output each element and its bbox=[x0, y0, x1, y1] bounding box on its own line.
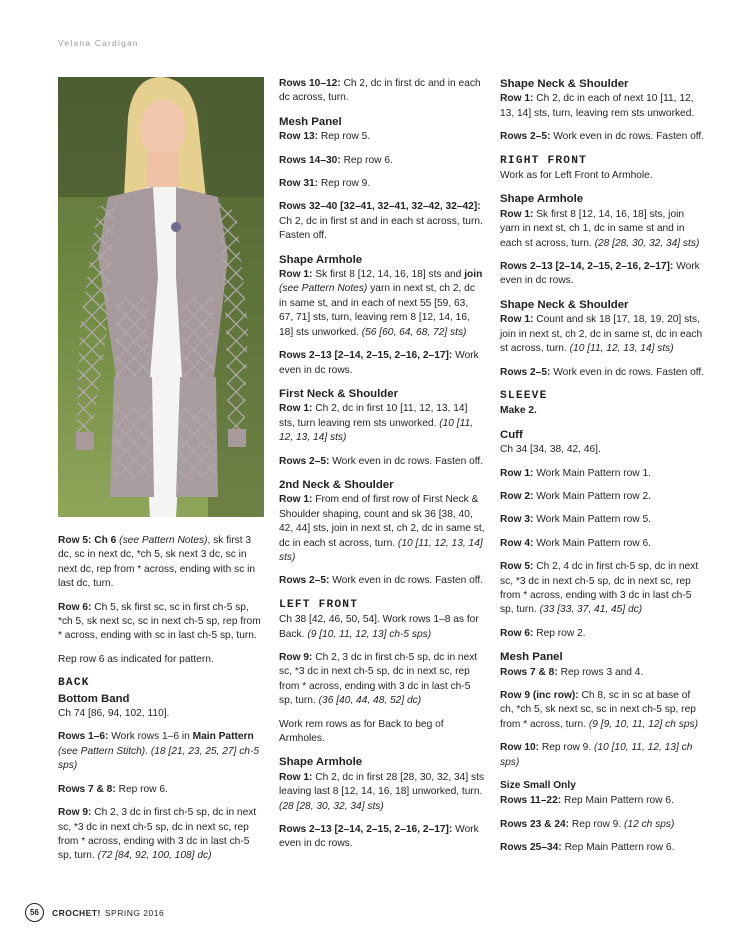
heading-bottom-band: Bottom Band bbox=[58, 692, 130, 705]
make-2-text: Make 2. bbox=[500, 405, 537, 417]
section-back: BACK bbox=[58, 677, 90, 690]
heading-second-neck-shoulder: 2nd Neck & Shoulder bbox=[279, 478, 394, 491]
armhole2-rows-2-13-instruction: Rows 2–13 [2–14, 2–15, 2–16, 2–17]: Work even in dc rows. bbox=[279, 824, 479, 850]
sleeve-row-9: Row 9 (inc row): Ch 8, sc in sc at base of ch, *ch 5, sk next sc, sc in next ch-5 sp, rep from * across, turn. (9 [9, 10, 11, 12] ch sps) bbox=[500, 690, 699, 730]
row-13-instruction: Row 13: Rep row 5. bbox=[279, 131, 371, 143]
cardigan-model-photo bbox=[58, 77, 264, 517]
armhole2-row-1-instruction: Row 1: Ch 2, dc in first 28 [28, 30, 32, 34] sts leaving last 8 [12, 14, 16, 18] unworked, turn. (28 [28, 30, 32, 34] sts) bbox=[279, 771, 485, 812]
section-sleeve: SLEEVE bbox=[500, 389, 548, 402]
cuff-row-4: Row 4: Work Main Pattern row 6. bbox=[500, 537, 651, 549]
first-neck-rows-2-5-instruction: Rows 2–5: Work even in dc rows. Fasten off. bbox=[279, 455, 484, 467]
armhole-row-1-instruction: Row 1: Sk first 8 [12, 14, 16, 18] sts and join (see Pattern Notes) yarn in next st, ch 2, dc in same st, and in each of next 55 [59, 63, 67, 71] sts, turn, leaving rem 8 [12, 14, 16, 18] sts unworked. (56 [60, 64, 68, 72] sts) bbox=[279, 269, 483, 338]
page-number: 56 bbox=[25, 903, 44, 922]
page-footer bbox=[25, 903, 164, 922]
cuff-text: Ch 34 [34, 38, 42, 46]. bbox=[500, 444, 601, 456]
size-small-rows-23-24: Rows 23 & 24: Rep row 9. (12 ch sps) bbox=[500, 818, 675, 830]
rows-10-12-instruction: Rows 10–12: Ch 2, dc in first dc and in each dc across, turn. bbox=[279, 78, 481, 104]
cuff-row-5: Row 5: Ch 2, 4 dc in first ch-5 sp, dc in next sc, *3 dc in next ch-5 sp, dc in next sc, rep from * across, ending with 3 dc in last ch-5 sp, turn. (33 [33, 37, 41, 45] dc) bbox=[500, 561, 699, 616]
heading-shape-armhole-2: Shape Armhole bbox=[279, 756, 363, 769]
neck-row-1-instruction: Row 1: Ch 2, dc in each of next 10 [11, 12, 13, 14] sts, turn, leaving rem sts unworked. bbox=[500, 93, 695, 119]
heading-shape-neck-shoulder-2: Shape Neck & Shoulder bbox=[500, 298, 629, 311]
row-9-instruction: Row 9: Ch 2, 3 dc in first ch-5 sp, dc in next sc, *3 dc in next ch-5 sp, dc in next sc, rep from * across, ending with 3 dc in last ch-5 sp, turn. (72 [84, 92, 100, 108] dc) bbox=[58, 807, 257, 862]
cuff-row-6: Row 6: Rep row 2. bbox=[500, 627, 586, 639]
heading-shape-armhole-3: Shape Armhole bbox=[500, 193, 584, 206]
rf-armhole-rows-2-13-instruction: Rows 2–13 [2–14, 2–15, 2–16, 2–17]: Work even in dc rows. bbox=[500, 261, 700, 287]
row-6-instruction: Row 6: Ch 5, sk first sc, sc in first ch-5 sp, *ch 5, sk next sc, sc in next ch-5 sp, rep from * across, ending with sc in last ch-5 sp, turn. bbox=[58, 601, 261, 642]
cuff-row-2: Row 2: Work Main Pattern row 2. bbox=[500, 490, 651, 502]
rf-neck-rows-2-5-instruction: Rows 2–5: Work even in dc rows. Fasten off. bbox=[500, 366, 705, 378]
rf-neck-row-1-instruction: Row 1: Count and sk 18 [17, 18, 19, 20] sts, join in next st, ch 2, dc in same st, dc in each st across, turn. (10 [11, 12, 13, 14] sts) bbox=[500, 314, 703, 355]
rows-1-6-instruction: Rows 1–6: Work rows 1–6 in Main Pattern (see Pattern Stitch). (18 [21, 23, 25, 27] ch-5 sps) bbox=[58, 731, 260, 772]
rows-14-30-instruction: Rows 14–30: Rep row 6. bbox=[279, 154, 393, 166]
first-neck-row-1-instruction: Row 1: Ch 2, dc in first 10 [11, 12, 13, 14] sts, turn leaving rem sts unworked. (10 [11, 12, 13, 14] sts) bbox=[279, 403, 474, 444]
column-3 bbox=[500, 77, 706, 865]
left-front-remaining: Work rem rows as for Back to beg of Armholes. bbox=[279, 718, 444, 745]
issue-date: SPRING 2016 bbox=[104, 907, 165, 918]
heading-shape-armhole: Shape Armhole bbox=[279, 253, 363, 266]
section-right-front: RIGHT FRONT bbox=[500, 154, 588, 167]
heading-cuff: Cuff bbox=[500, 428, 523, 441]
heading-sleeve-mesh-panel: Mesh Panel bbox=[500, 651, 563, 664]
cuff-row-1: Row 1: Work Main Pattern row 1. bbox=[500, 467, 651, 479]
bottom-band-text: Ch 74 [86, 94, 102, 110]. bbox=[58, 708, 170, 720]
row-31-instruction: Row 31: Rep row 9. bbox=[279, 178, 371, 190]
right-front-text: Work as for Left Front to Armhole. bbox=[500, 170, 653, 182]
column-2 bbox=[279, 77, 485, 861]
column-1 bbox=[58, 534, 264, 873]
heading-first-neck-shoulder: First Neck & Shoulder bbox=[279, 387, 398, 400]
sleeve-row-10: Row 10: Rep row 9. (10 [10, 11, 12, 13] ch sps) bbox=[500, 742, 693, 768]
repeat-note: Rep row 6 as indicated for pattern. bbox=[58, 653, 214, 665]
left-front-text: Ch 38 [42, 46, 50, 54]. Work rows 1–8 as for Back. (9 [10, 11, 12, 13] ch-5 sps) bbox=[279, 614, 479, 640]
row-5-instruction: Row 5: Ch 6 (see Pattern Notes), sk first 3 dc, sc in next dc, *ch 5, sk next 3 dc, sc in next dc, rep from * across, ending with sc in last dc, turn. bbox=[58, 535, 256, 590]
heading-size-small: Size Small Only bbox=[500, 780, 576, 792]
size-small-rows-11-22: Rows 11–22: Rep Main Pattern row 6. bbox=[500, 795, 674, 807]
second-neck-rows-2-5-instruction: Rows 2–5: Work even in dc rows. Fasten off. bbox=[279, 575, 484, 587]
sleeve-rows-7-8: Rows 7 & 8: Rep rows 3 and 4. bbox=[500, 666, 644, 678]
size-small-rows-25-34: Rows 25–34: Rep Main Pattern row 6. bbox=[500, 842, 675, 854]
rf-armhole-row-1-instruction: Row 1: Sk first 8 [12, 14, 16, 18] sts, join yarn in next st, ch 1, dc in same st and in each st across, turn. (28 [28, 30, 32, 34] sts) bbox=[500, 208, 700, 249]
second-neck-row-1-instruction: Row 1: From end of first row of First Neck & Shoulder shaping, count and sk 36 [38, 40, 42, 44] sts, join in next st, ch 2, dc in same st, dc in each st across, turn. (10 [11, 12, 13, 14] sts) bbox=[279, 494, 485, 563]
left-front-row-9-instruction: Row 9: Ch 2, 3 dc in first ch-5 sp, dc in next sc, *3 dc in next ch-5 sp, dc in next sc, rep from * across, ending with 3 dc in last ch-5 sp, turn. (36 [40, 44, 48, 52] dc) bbox=[279, 652, 478, 707]
rows-32-40-instruction: Rows 32–40 [32–41, 32–41, 32–42, 32–42]: Ch 2, dc in first st and in each st across, turn. Fasten off. bbox=[279, 201, 483, 242]
running-head: Velana Cardigan bbox=[58, 38, 139, 48]
magazine-name: CROCHET! bbox=[52, 907, 101, 918]
heading-shape-neck-shoulder: Shape Neck & Shoulder bbox=[500, 78, 629, 90]
section-left-front: LEFT FRONT bbox=[279, 598, 359, 611]
cuff-row-3: Row 3: Work Main Pattern row 5. bbox=[500, 514, 651, 526]
rows-7-8-instruction: Rows 7 & 8: Rep row 6. bbox=[58, 783, 168, 795]
heading-mesh-panel: Mesh Panel bbox=[279, 115, 342, 128]
neck-rows-2-5-instruction: Rows 2–5: Work even in dc rows. Fasten off. bbox=[500, 131, 705, 143]
armhole-rows-2-13-instruction: Rows 2–13 [2–14, 2–15, 2–16, 2–17]: Work even in dc rows. bbox=[279, 350, 479, 376]
